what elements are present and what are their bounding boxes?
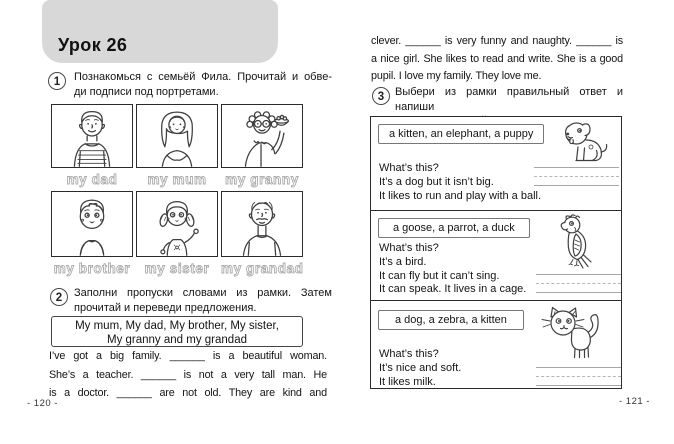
guide-line: [536, 385, 621, 386]
exercise1-instruction-line: ди подписи под портретами.: [74, 85, 219, 98]
paragraph-line: is a doctor. ______ are not old. They are kind and: [49, 387, 327, 399]
mum-portrait-frame: [136, 104, 218, 168]
item-text-line: It’s a bird.: [379, 255, 427, 268]
right-page-number: - 121 -: [619, 396, 650, 407]
exercise2-word-box: [51, 316, 303, 347]
sister-portrait-frame: [136, 191, 218, 257]
handwriting-guide: [536, 274, 621, 293]
portrait-caption: my brother: [53, 261, 131, 276]
exercise3-item-kitten: [371, 300, 621, 390]
sister-illustration: [137, 194, 217, 256]
item-text-line: It likes to run and play with a ball.: [379, 189, 542, 202]
exercise3-item-puppy: [371, 117, 621, 210]
grandad-portrait-frame: [221, 191, 303, 257]
granny-portrait-frame: [221, 104, 303, 168]
item-text-line: What’s this?: [379, 162, 439, 174]
paragraph-line: pupil. I love my family. They love me.: [371, 70, 542, 82]
brother-portrait-frame: [51, 191, 133, 257]
guide-line: [536, 274, 621, 275]
exercise2-instruction: [74, 286, 332, 315]
lesson-title: Урок 26: [58, 35, 128, 55]
word-box-line: My granny and my grandad: [107, 334, 247, 346]
portrait-cell-mum: [136, 104, 218, 191]
portrait-cell-grandad: [221, 191, 303, 280]
puppy-illustration: [561, 120, 615, 164]
lesson-header: [42, 0, 278, 63]
exercise3-instruction-line: Выбери из рамки правильный ответ и напиши: [395, 86, 623, 113]
handwriting-guide: [534, 167, 619, 186]
choices-box: a kitten, an elephant, a puppy: [378, 124, 544, 144]
item-text-line: What’s this?: [379, 242, 439, 254]
guide-line-dashed: [536, 283, 621, 284]
paragraph-line: clever. ______ is very funny and naughty. ______ is: [371, 35, 623, 47]
grandad-illustration: [222, 194, 302, 256]
exercise2-instruction-line: Заполни пропуски словами из рамки. Затем: [74, 287, 332, 299]
portrait-row: [51, 104, 303, 191]
guide-line: [534, 185, 619, 186]
item-text-line: It’s a dog but it isn’t big.: [379, 175, 494, 188]
item-text: [379, 242, 526, 297]
parrot-illustration: [549, 213, 597, 273]
item-text-line: It likes milk.: [379, 375, 436, 388]
portrait-cell-dad: [51, 104, 133, 191]
exercise1-number-badge: 1: [48, 72, 66, 90]
brother-illustration: [52, 194, 132, 256]
exercise3-number-badge: 3: [372, 87, 390, 105]
guide-line-dashed: [536, 376, 621, 377]
exercise1-instruction: [74, 70, 332, 99]
portrait-cell-brother: [51, 191, 133, 280]
choices-box: a goose, a parrot, a duck: [378, 218, 530, 238]
handwriting-guide: [536, 367, 621, 386]
paragraph-line: She’s a teacher. ______ is not a very tall man. He: [49, 368, 327, 381]
guide-line: [536, 367, 621, 368]
exercise2-instruction-line: прочитай и переведи предложения.: [74, 301, 257, 314]
item-text-line: It’s nice and soft.: [379, 361, 462, 374]
guide-line: [536, 292, 621, 293]
exercise1-instruction-line: Познакомься с семьёй Фила. Прочитай и обве-: [74, 71, 332, 83]
choices-box: a dog, a zebra, a kitten: [378, 310, 524, 330]
item-text-line: What’s this?: [379, 348, 439, 360]
granny-illustration: [222, 107, 302, 167]
word-box-line: My mum, My dad, My brother, My sister,: [75, 320, 279, 332]
portrait-caption: my granny: [225, 172, 299, 187]
item-text-line: It can fly but it can’t sing.: [379, 269, 500, 282]
guide-line-dashed: [534, 176, 619, 177]
item-text-line: It can speak. It lives in a cage.: [379, 283, 527, 296]
dad-illustration: [52, 107, 132, 167]
exercise2-paragraph: [49, 347, 327, 403]
portrait-cell-granny: [221, 104, 303, 191]
dad-portrait-frame: [51, 104, 133, 168]
mum-illustration: [137, 107, 217, 167]
item-text: [379, 162, 541, 203]
portrait-caption: my dad: [66, 172, 118, 187]
exercise2-number-badge: 2: [50, 288, 68, 306]
exercise3-box: [370, 116, 622, 389]
guide-line: [534, 167, 619, 168]
portrait-grid: [51, 104, 303, 280]
kitten-illustration: [539, 305, 605, 363]
exercise3-item-parrot: [371, 210, 621, 300]
paragraph-line: a nice girl. She likes to read and write. She is a good: [371, 52, 623, 65]
paragraph-line: I’ve got a big family. ______ is a beautiful woman.: [49, 350, 327, 362]
left-page-number: - 120 -: [27, 398, 58, 409]
portrait-row: [51, 191, 303, 280]
portrait-caption: my sister: [144, 261, 210, 276]
portrait-caption: my mum: [147, 172, 207, 187]
portrait-cell-sister: [136, 191, 218, 280]
continued-paragraph: [371, 33, 623, 86]
portrait-caption: my grandad: [221, 261, 304, 276]
item-text: [379, 348, 461, 389]
